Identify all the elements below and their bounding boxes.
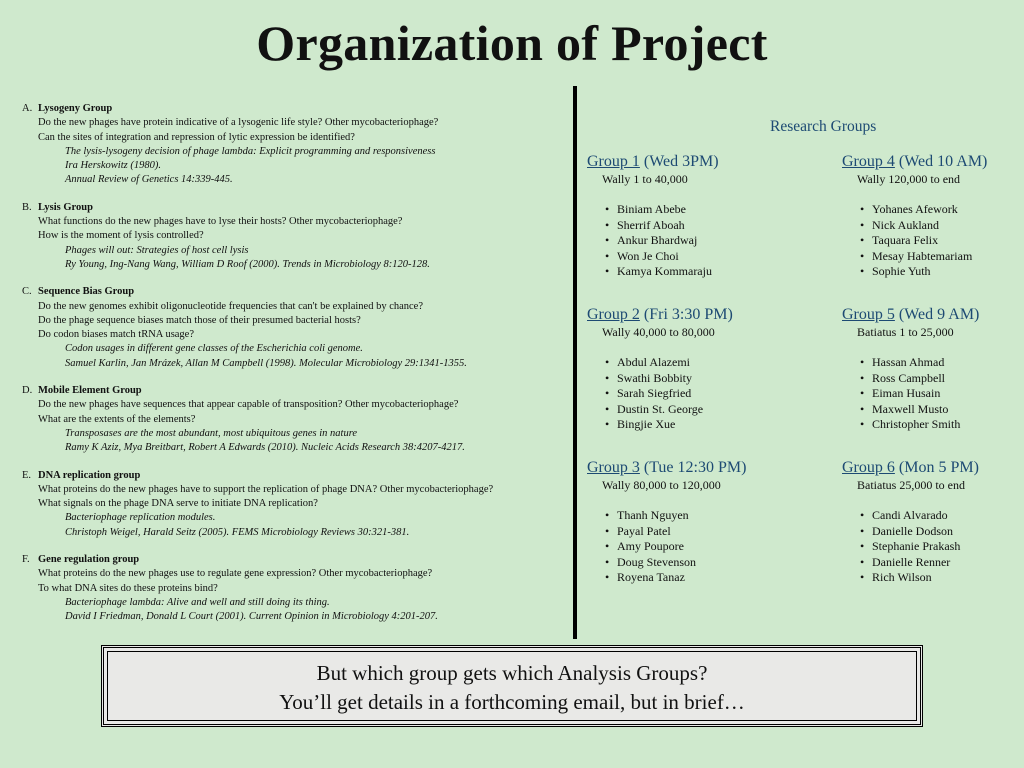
section-question: Do the new phages have protein indicative of a lysogenic life style? Other mycobacteriophage? xyxy=(38,117,439,129)
member-item: • Danielle Dodson xyxy=(860,524,1024,540)
section-question: Can the sites of integration and repression of lytic expression be identified? xyxy=(38,131,355,143)
reference-line: Annual Review of Genetics 14:339-445. xyxy=(65,174,233,186)
member-item: • Sherrif Aboah xyxy=(605,218,787,234)
member-item: • Biniam Abebe xyxy=(605,202,787,218)
vertical-divider xyxy=(573,86,577,639)
member-item: • Abdul Alazemi xyxy=(605,355,787,371)
reference-line: David I Friedman, Donald L Court (2001). Current Opinion in Microbiology 4:201-207. xyxy=(65,611,438,623)
member-item: • Won Je Choi xyxy=(605,249,787,265)
member-item: • Eiman Husain xyxy=(860,386,1024,402)
group-time: (Mon 5 PM) xyxy=(898,459,979,476)
member-list xyxy=(587,508,787,586)
page-title: Organization of Project xyxy=(256,15,768,71)
group-heading xyxy=(842,153,1024,171)
group-time: (Tue 12:30 PM) xyxy=(643,459,747,476)
section-title: Mobile Element Group xyxy=(38,385,142,397)
member-item: • Mesay Habtemariam xyxy=(860,249,1024,265)
section-title: Gene regulation group xyxy=(38,554,140,566)
reference-line: Christoph Weigel, Harald Seitz (2005). FEMS Microbiology Reviews 30:321-381. xyxy=(65,526,410,538)
group-heading xyxy=(842,459,1024,477)
section-letter: C. xyxy=(22,286,32,298)
group-name: Group 2 xyxy=(587,306,640,323)
member-item: • Stephanie Prakash xyxy=(860,539,1024,555)
section-question: To what DNA sites do these proteins bind? xyxy=(38,582,218,594)
member-item: • Swathi Bobbity xyxy=(605,371,787,387)
group-range: Wally 120,000 to end xyxy=(857,172,961,186)
group-time: (Wed 3PM) xyxy=(643,153,719,170)
section-title: Sequence Bias Group xyxy=(38,286,135,298)
info-box-content xyxy=(107,651,917,721)
section-lysis xyxy=(22,201,570,272)
member-list xyxy=(842,355,1024,433)
member-list xyxy=(587,202,787,280)
research-group-6 xyxy=(842,459,1024,586)
group-name: Group 6 xyxy=(842,459,895,476)
group-range: Wally 80,000 to 120,000 xyxy=(602,478,721,492)
section-question: What signals on the phage DNA serve to initiate DNA replication? xyxy=(38,498,318,510)
research-group-4 xyxy=(842,153,1024,280)
section-question: What are the extents of the elements? xyxy=(38,413,196,425)
member-item: • Dustin St. George xyxy=(605,402,787,418)
reference-line: Bacteriophage replication modules. xyxy=(65,512,216,524)
section-question: What proteins do the new phages have to support the replication of phage DNA? Other mycobacteriophage? xyxy=(38,483,494,495)
member-list xyxy=(842,202,1024,280)
group-range: Wally 40,000 to 80,000 xyxy=(602,325,715,339)
reference-line: Samuel Karlin, Jan Mrázek, Allan M Campbell (1998). Molecular Microbiology 29:1341-1355. xyxy=(65,357,467,369)
research-groups-title: Research Groups xyxy=(770,118,877,135)
section-question: What functions do the new phages have to lyse their hosts? Other mycobacteriophage? xyxy=(38,216,403,228)
member-item: • Christopher Smith xyxy=(860,417,1024,433)
member-item: • Doug Stevenson xyxy=(605,555,787,571)
section-letter: E. xyxy=(22,469,32,481)
section-question: What proteins do the new phages use to regulate gene expression? Other mycobacteriophage? xyxy=(38,568,433,580)
section-dna-replication xyxy=(22,469,570,540)
member-item: • Maxwell Musto xyxy=(860,402,1024,418)
member-item: • Amy Poupore xyxy=(605,539,787,555)
section-gene-regulation xyxy=(22,553,570,624)
member-item: • Thanh Nguyen xyxy=(605,508,787,524)
member-item: • Rich Wilson xyxy=(860,570,1024,586)
member-item: • Ross Campbell xyxy=(860,371,1024,387)
section-mobile-element xyxy=(22,384,570,455)
member-item: • Hassan Ahmad xyxy=(860,355,1024,371)
reference-line: Transposases are the most abundant, most ubiquitous genes in nature xyxy=(65,427,358,439)
reference-line: Bacteriophage lambda: Alive and well and still doing its thing. xyxy=(65,596,330,608)
reference-line: Ry Young, Ing-Nang Wang, William D Roof (2000). Trends in Microbiology 8:120-128. xyxy=(65,258,430,270)
member-item: • Taquara Felix xyxy=(860,233,1024,249)
section-title: DNA replication group xyxy=(38,469,141,481)
section-letter: A. xyxy=(22,103,33,114)
group-name: Group 1 xyxy=(587,153,640,170)
info-line-2: You’ll get details in a forthcoming email, but in brief… xyxy=(279,690,745,714)
info-box xyxy=(101,645,923,727)
research-group-3 xyxy=(587,459,787,586)
section-question: Do the phage sequence biases match those of their presumed bacterial hosts? xyxy=(38,314,361,326)
group-range: Wally 1 to 40,000 xyxy=(602,172,688,186)
group-heading xyxy=(587,459,787,477)
research-group-5 xyxy=(842,306,1024,433)
reference-line: Ramy K Aziz, Mya Breitbart, Robert A Edwards (2010). Nucleic Acids Research 38:4207-4217. xyxy=(65,442,465,454)
reference-line: Codon usages in different gene classes of the Escherichia coli genome. xyxy=(65,343,363,355)
section-title: Lysis Group xyxy=(38,201,93,213)
analysis-groups-list xyxy=(22,102,570,638)
member-item: • Sarah Siegfried xyxy=(605,386,787,402)
member-item: • Nick Aukland xyxy=(860,218,1024,234)
section-title: Lysogeny Group xyxy=(38,103,113,114)
member-item: • Danielle Renner xyxy=(860,555,1024,571)
group-time: (Wed 9 AM) xyxy=(898,306,980,323)
group-time: (Wed 10 AM) xyxy=(898,153,988,170)
group-heading xyxy=(587,306,787,324)
group-heading xyxy=(842,306,1024,324)
member-item: • Royena Tanaz xyxy=(605,570,787,586)
member-item: • Kamya Kommaraju xyxy=(605,264,787,280)
info-line-1: But which group gets which Analysis Groups? xyxy=(316,661,708,685)
research-group-2 xyxy=(587,306,787,433)
section-question: How is the moment of lysis controlled? xyxy=(38,230,204,242)
section-lysogeny xyxy=(22,102,570,188)
group-range: Batiatus 1 to 25,000 xyxy=(857,325,954,339)
section-question: Do codon biases match tRNA usage? xyxy=(38,329,195,341)
member-item: • Candi Alvarado xyxy=(860,508,1024,524)
group-name: Group 5 xyxy=(842,306,895,323)
section-letter: B. xyxy=(22,201,32,213)
member-item: • Sophie Yuth xyxy=(860,264,1024,280)
member-item: • Yohanes Afework xyxy=(860,202,1024,218)
reference-line: The lysis-lysogeny decision of phage lambda: Explicit programming and responsiveness xyxy=(65,145,436,157)
section-letter: D. xyxy=(22,385,33,397)
group-heading xyxy=(587,153,787,171)
reference-line: Ira Herskowitz (1980). xyxy=(65,160,161,172)
member-item: • Ankur Bhardwaj xyxy=(605,233,787,249)
section-sequence-bias xyxy=(22,285,570,371)
section-letter: F. xyxy=(22,554,30,566)
group-name: Group 4 xyxy=(842,153,895,170)
group-name: Group 3 xyxy=(587,459,640,476)
section-question: Do the new genomes exhibit oligonucleotide frequencies that can't be explained by chance? xyxy=(38,300,423,312)
member-item: • Payal Patel xyxy=(605,524,787,540)
reference-line: Phages will out: Strategies of host cell lysis xyxy=(65,244,249,256)
member-item: • Bingjie Xue xyxy=(605,417,787,433)
member-list xyxy=(587,355,787,433)
member-list xyxy=(842,508,1024,586)
group-range: Batiatus 25,000 to end xyxy=(857,478,965,492)
research-group-1 xyxy=(587,153,787,280)
group-time: (Fri 3:30 PM) xyxy=(643,306,733,323)
section-question: Do the new phages have sequences that appear capable of transposition? Other mycobacteriophage? xyxy=(38,399,459,411)
